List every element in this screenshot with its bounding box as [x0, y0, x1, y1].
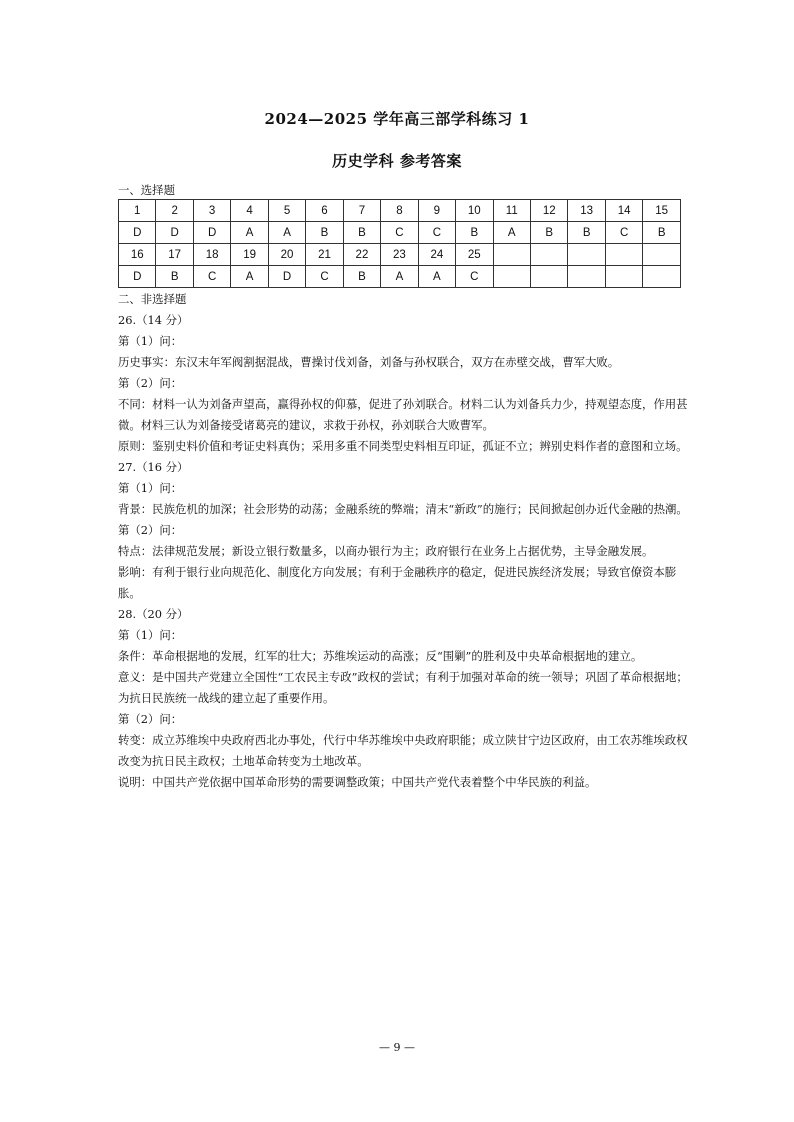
- answer-cell: B: [530, 222, 567, 244]
- sub-question-label: 第（2）问：: [118, 523, 183, 537]
- question-number-cell: 19: [231, 244, 268, 266]
- question-number-cell: 17: [156, 244, 193, 266]
- question-number-cell: [643, 244, 681, 266]
- answer-cell: C: [605, 222, 642, 244]
- question-number-cell: 2: [156, 200, 193, 222]
- answer-cell: B: [343, 266, 380, 288]
- answer-cell: A: [231, 266, 268, 288]
- answer-cell: B: [643, 222, 681, 244]
- answer-cell: [643, 266, 681, 288]
- answer-cell: [493, 266, 530, 288]
- question-number-row: [119, 200, 681, 222]
- answer-text: 条件：革命根据地的发展，红军的壮大；苏维埃运动的高涨；反“围剿”的胜利及中央革命根据地的建立。: [118, 649, 643, 663]
- answer-cell: B: [568, 222, 605, 244]
- answer-cell: D: [119, 266, 156, 288]
- answer-text: 说明：中国共产党依据中国革命形势的需要调整政策；中国共产党代表着整个中华民族的利益。: [118, 775, 597, 789]
- answer-text: 不同：材料一认为刘备声望高，赢得孙权的仰慕，促进了孙刘联合。材料二认为刘备兵力少，持观望态度，作用甚微。材料三认为刘备接受诸葛亮的建议，求救于孙权，孙刘联合大败曹军。: [118, 397, 688, 432]
- question-number-cell: 20: [268, 244, 305, 266]
- answer-cell: B: [456, 222, 493, 244]
- answer-cell: C: [381, 222, 418, 244]
- question-number-cell: 7: [343, 200, 380, 222]
- question-header: 27.（16 分）: [118, 460, 189, 474]
- answer-cell: C: [418, 222, 455, 244]
- question-number-cell: 21: [306, 244, 343, 266]
- question-number-cell: 1: [119, 200, 156, 222]
- question-number-cell: 11: [493, 200, 530, 222]
- question-number-cell: 6: [306, 200, 343, 222]
- answer-cell: B: [306, 222, 343, 244]
- answer-cell: D: [119, 222, 156, 244]
- answer-cell: A: [231, 222, 268, 244]
- question-number-cell: 14: [605, 200, 642, 222]
- sub-question-label: 第（2）问：: [118, 376, 183, 390]
- question-number-cell: 10: [456, 200, 493, 222]
- answer-cell: D: [193, 222, 230, 244]
- question-number-cell: 3: [193, 200, 230, 222]
- sub-question-label: 第（2）问：: [118, 712, 183, 726]
- answer-cell: C: [306, 266, 343, 288]
- answer-cell: A: [268, 222, 305, 244]
- question-number-cell: 18: [193, 244, 230, 266]
- question-header: 28.（20 分）: [118, 607, 189, 621]
- answer-cell: C: [193, 266, 230, 288]
- answer-text: 原则：鉴别史料价值和考证史料真伪；采用多重不同类型史料相互印证，孤证不立；辨别史料作者的意图和立场。: [118, 439, 688, 453]
- answer-text: 历史事实：东汉末年军阀割据混战，曹操讨伐刘备，刘备与孙权联合，双方在赤壁交战，曹军大败。: [118, 355, 620, 369]
- question-number-cell: 13: [568, 200, 605, 222]
- answer-row: [119, 222, 681, 244]
- page-title: 2024—2025 学年高三部学科练习 1: [264, 110, 530, 128]
- answer-cell: A: [381, 266, 418, 288]
- answer-cell: A: [418, 266, 455, 288]
- question-number-cell: [568, 244, 605, 266]
- section-nonchoice: [118, 289, 688, 793]
- section-heading-choice: 一、选择题: [118, 183, 175, 197]
- answer-cell: C: [456, 266, 493, 288]
- answer-cell: B: [343, 222, 380, 244]
- question-number-cell: 8: [381, 200, 418, 222]
- answer-cell: A: [493, 222, 530, 244]
- question-number-cell: [493, 244, 530, 266]
- page-subtitle: 历史学科 参考答案: [332, 152, 462, 170]
- answer-cell: D: [156, 222, 193, 244]
- question-number-cell: 4: [231, 200, 268, 222]
- page-number: — 9 —: [379, 1041, 415, 1054]
- question-number-row: [119, 244, 681, 266]
- question-number-cell: 12: [530, 200, 567, 222]
- section-heading-nonchoice: 二、非选择题: [118, 292, 187, 306]
- question-number-cell: 23: [381, 244, 418, 266]
- question-header: 26.（14 分）: [118, 313, 189, 327]
- question-number-cell: 16: [119, 244, 156, 266]
- answer-cell: [530, 266, 567, 288]
- answer-cell: B: [156, 266, 193, 288]
- answer-row: [119, 266, 681, 288]
- question-number-cell: [530, 244, 567, 266]
- question-number-cell: 24: [418, 244, 455, 266]
- sub-question-label: 第（1）问：: [118, 628, 183, 642]
- answer-text: 意义：是中国共产党建立全国性“工农民主专政”政权的尝试；有利于加强对革命的统一领导；巩固了革命根据地；为抗日民族统一战线的建立起了重要作用。: [118, 670, 688, 705]
- question-number-cell: 5: [268, 200, 305, 222]
- answer-text: 转变：成立苏维埃中央政府西北办事处，代行中华苏维埃中央政府职能；成立陕甘宁边区政府，由工农苏维埃政权改变为抗日民主政权；土地革命转变为土地改革。: [118, 733, 688, 768]
- answer-cell: D: [268, 266, 305, 288]
- answer-cell: [605, 266, 642, 288]
- answer-table: [118, 199, 681, 288]
- sub-question-label: 第（1）问：: [118, 481, 183, 495]
- answer-text: 背景：民族危机的加深；社会形势的动荡；金融系统的弊端；清末“新政”的施行；民间掀起创办近代金融的热潮。: [118, 502, 688, 516]
- answer-cell: [568, 266, 605, 288]
- question-number-cell: 25: [456, 244, 493, 266]
- answer-text: 特点：法律规范发展；新设立银行数量多，以商办银行为主；政府银行在业务上占据优势，主导金融发展。: [118, 544, 654, 558]
- question-number-cell: 9: [418, 200, 455, 222]
- question-number-cell: 15: [643, 200, 681, 222]
- question-number-cell: [605, 244, 642, 266]
- sub-question-label: 第（1）问：: [118, 334, 183, 348]
- question-number-cell: 22: [343, 244, 380, 266]
- answer-text: 影响：有利于银行业向规范化、制度化方向发展；有利于金融秩序的稳定，促进民族经济发展；导致官僚资本膨胀。: [118, 565, 677, 600]
